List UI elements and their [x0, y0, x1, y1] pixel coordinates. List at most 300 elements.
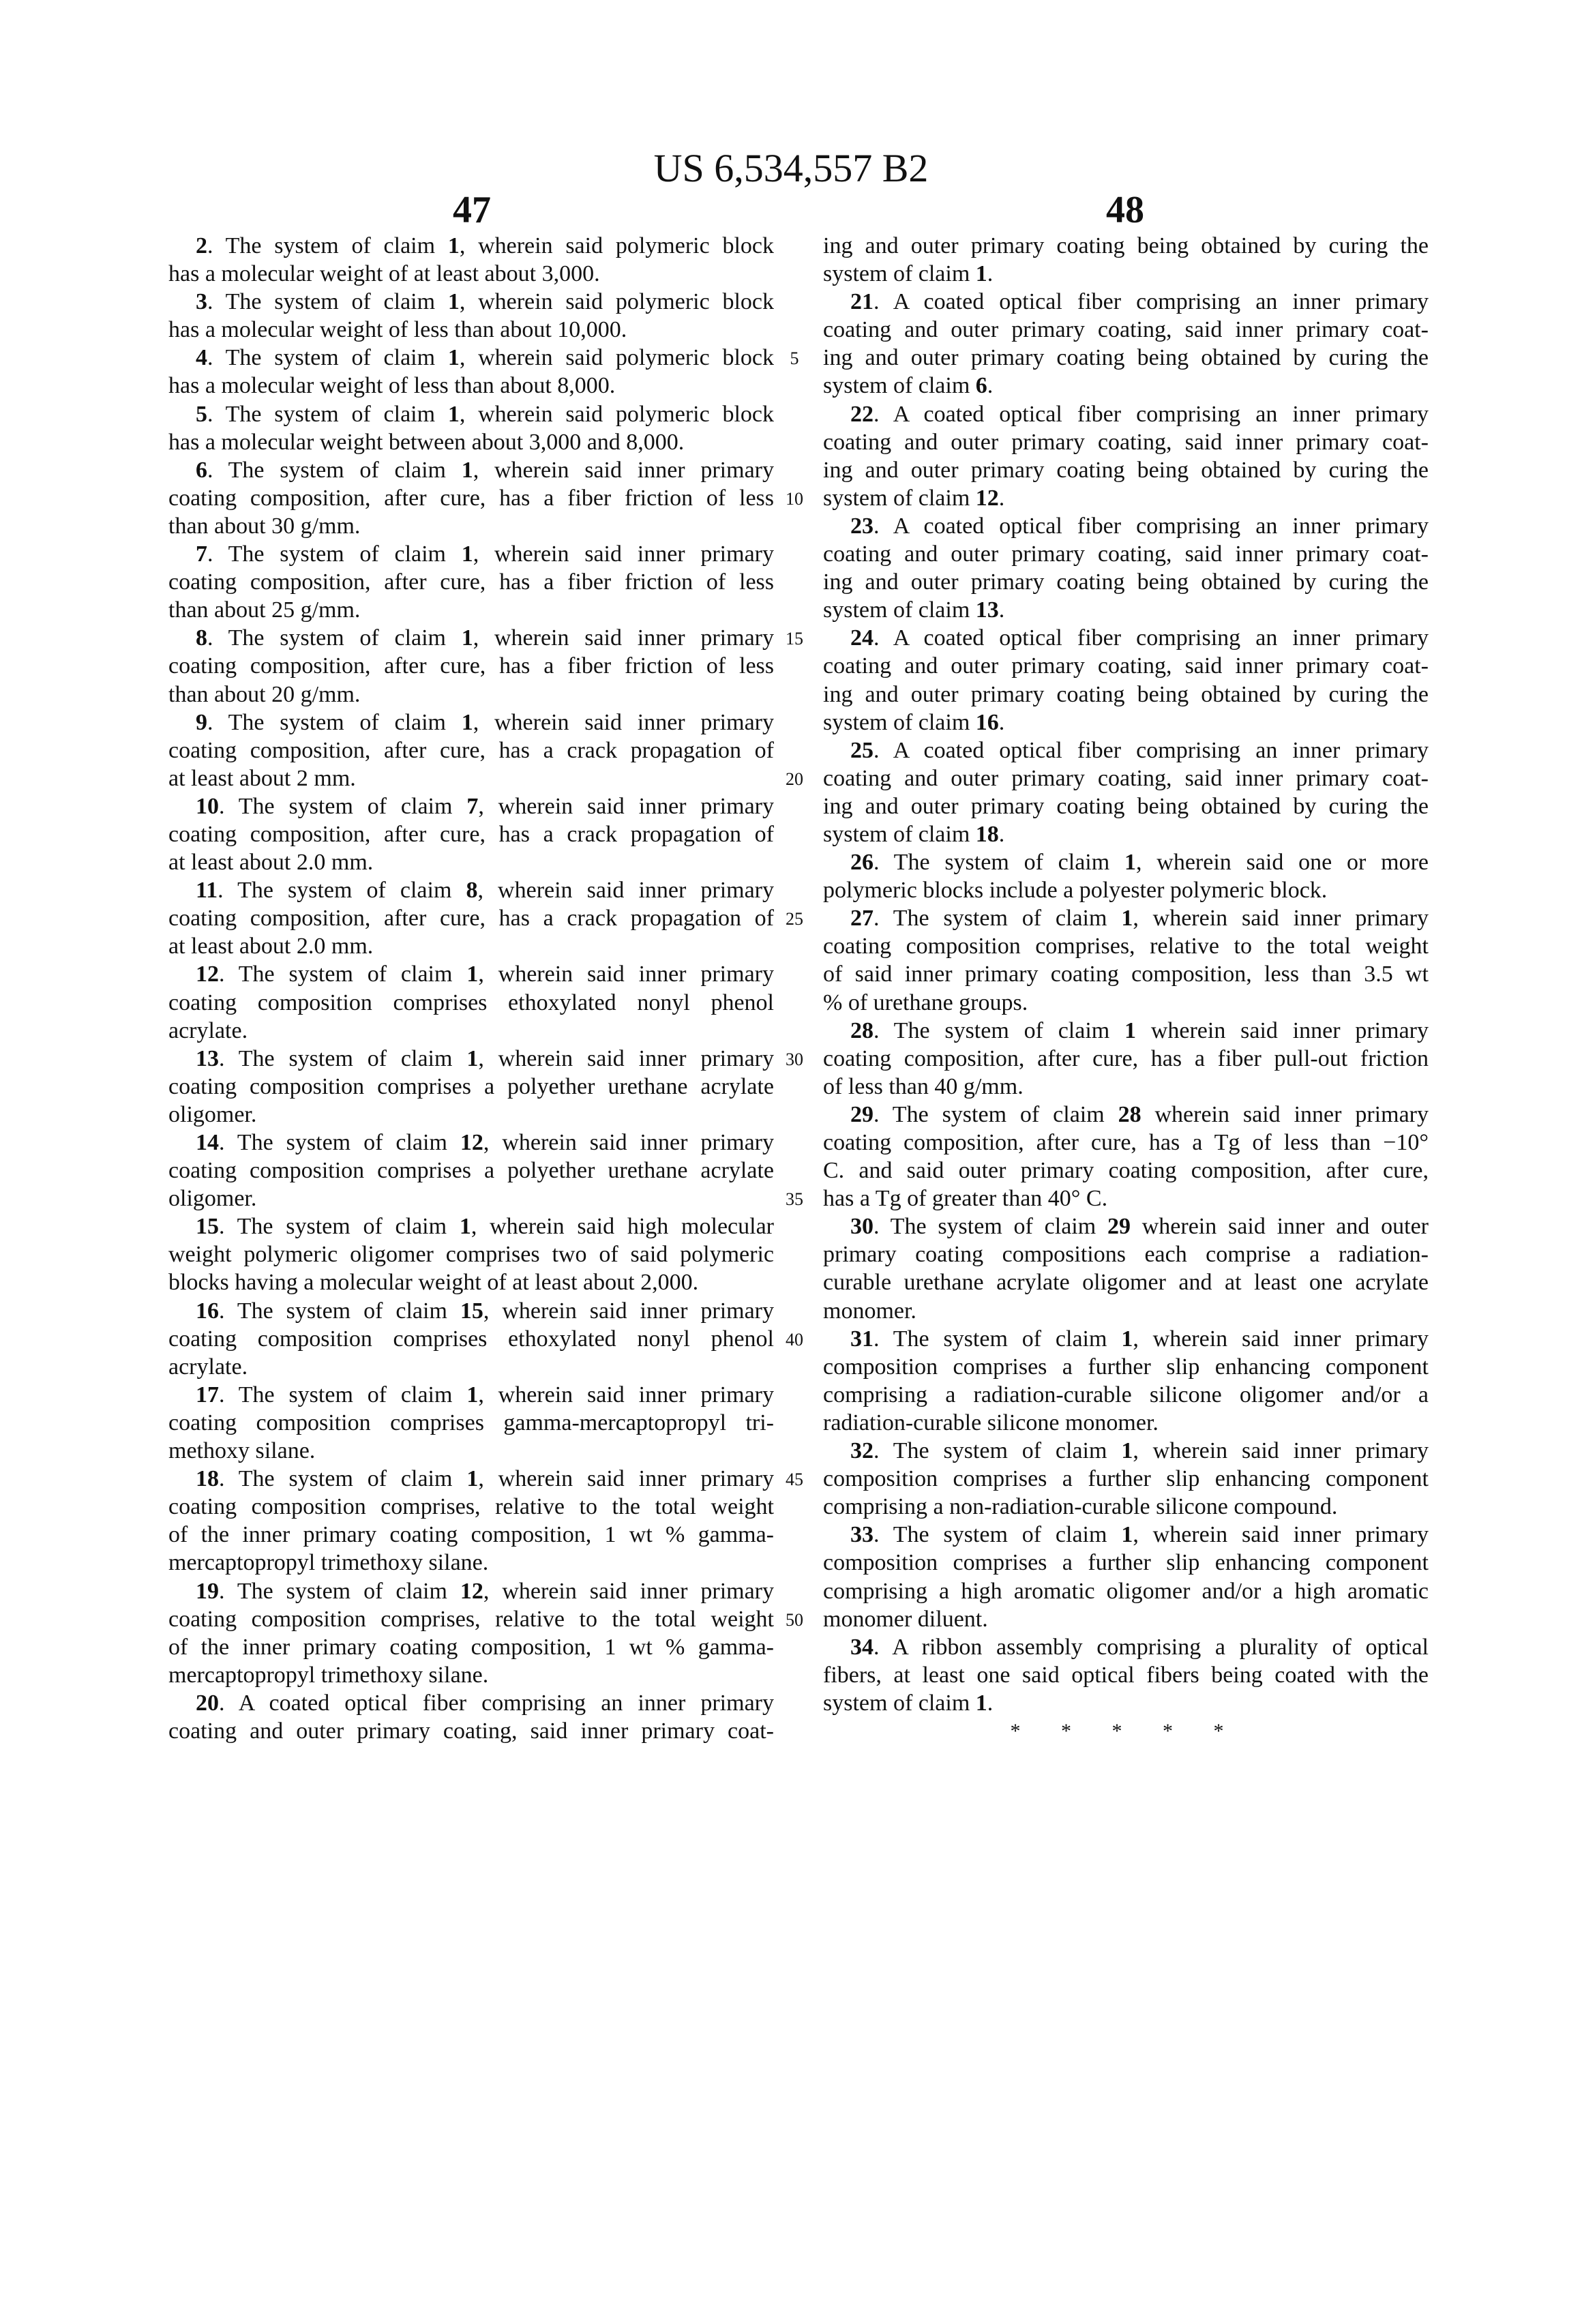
claim-reference: 1 [976, 1690, 987, 1716]
claim-reference: 1 [466, 1382, 478, 1407]
text-segment: acrylate. [168, 1354, 248, 1380]
text-segment: , wherein said polymeric block [460, 402, 774, 427]
text-segment: primary coating compositions each comprise a radiation- [823, 1242, 1429, 1267]
line-number: 45 [777, 1465, 811, 1493]
line-number: 20 [777, 764, 811, 792]
claim-reference: 1 [466, 1466, 478, 1491]
line-number: 5 [777, 344, 811, 372]
text-line [823, 764, 1429, 792]
text-segment: at least about 2 mm. [168, 766, 356, 791]
text-segment: mercaptopropyl trimethoxy silane. [168, 1663, 488, 1688]
claim-paragraph [168, 1045, 774, 1129]
claim-paragraph [823, 400, 1429, 512]
claim-paragraph [823, 232, 1429, 288]
text-segment: . A coated optical fiber comprising an inner primary [874, 289, 1429, 314]
text-segment: coating and outer primary coating, said inner primary coat- [823, 653, 1429, 679]
patent-number: US 6,534,557 B2 [0, 145, 1582, 192]
text-segment: . The system of claim [874, 1522, 1121, 1547]
text-line [168, 1353, 774, 1381]
text-line [823, 1017, 1429, 1045]
claim-reference: 8 [466, 878, 477, 903]
text-line [823, 428, 1429, 456]
claim-number: 16 [196, 1298, 219, 1324]
text-line [823, 1212, 1429, 1240]
text-segment: coating composition, after cure, has a fiber pull-out friction [823, 1046, 1429, 1071]
text-segment: , wherein said inner primary [477, 878, 774, 903]
text-segment: system of claim [823, 373, 976, 398]
claim-reference: 1 [462, 710, 473, 735]
text-segment: . The system of claim [207, 233, 448, 258]
text-segment: coating composition comprises a polyether urethane acrylate [168, 1158, 774, 1183]
text-segment: monomer diluent. [823, 1607, 988, 1632]
text-segment: coating composition comprises, relative to the total weight [168, 1607, 774, 1632]
text-segment: composition comprises a further slip enhancing component [823, 1550, 1429, 1575]
text-segment: . [987, 373, 994, 398]
text-line [168, 1017, 774, 1045]
claim-paragraph [168, 960, 774, 1044]
line-number: 25 [777, 904, 811, 932]
claim-number: 10 [196, 794, 219, 819]
text-line [823, 456, 1429, 484]
line-number: 40 [777, 1325, 811, 1353]
claim-number: 13 [196, 1046, 219, 1071]
text-line [168, 709, 774, 736]
text-line [823, 344, 1429, 372]
claim-reference: 12 [460, 1579, 483, 1604]
claim-reference: 15 [460, 1298, 483, 1324]
text-segment: coating and outer primary coating, said inner primary coat- [823, 317, 1429, 342]
claim-number: 31 [850, 1326, 874, 1352]
text-segment: has a molecular weight of less than about 10,000. [168, 317, 627, 342]
claim-reference: 1 [460, 1214, 471, 1239]
text-line [168, 1577, 774, 1605]
text-line [823, 568, 1429, 596]
text-segment: has a Tg of greater than 40° C. [823, 1186, 1107, 1211]
claim-reference: 1 [1124, 1018, 1136, 1043]
text-segment: . [999, 710, 1005, 735]
text-line [168, 1381, 774, 1409]
claim-paragraph [823, 1521, 1429, 1633]
text-segment: coating composition comprises a polyether urethane acrylate [168, 1074, 774, 1099]
claim-paragraph [168, 1689, 774, 1745]
text-segment: coating and outer primary coating, said inner primary coat- [823, 541, 1429, 567]
text-line [168, 989, 774, 1017]
claim-reference: 13 [976, 597, 999, 623]
claim-reference: 1 [448, 402, 460, 427]
claim-number: 21 [850, 289, 874, 314]
text-line [168, 1129, 774, 1157]
claim-paragraph [168, 1212, 774, 1296]
text-segment: system of claim [823, 597, 976, 623]
claim-number: 15 [196, 1214, 219, 1239]
text-segment: . The system of claim [218, 878, 466, 903]
text-segment: coating composition, after cure, has a Tg of less than −10° [823, 1130, 1429, 1155]
text-segment: . [999, 597, 1005, 623]
text-line [168, 316, 774, 344]
claim-number: 17 [196, 1382, 219, 1407]
claim-paragraph [168, 1577, 774, 1689]
claim-paragraph [168, 1381, 774, 1465]
text-line [168, 736, 774, 764]
text-segment: of the inner primary coating composition, 1 wt % gamma- [168, 1522, 774, 1547]
text-segment: of the inner primary coating composition, 1 wt % gamma- [168, 1635, 774, 1660]
text-line [823, 1045, 1429, 1073]
text-segment: system of claim [823, 1690, 976, 1716]
text-segment: coating composition comprises gamma-mercaptopropyl tri- [168, 1410, 774, 1435]
text-segment: . The system of claim [874, 1214, 1107, 1239]
claim-reference: 1 [466, 1046, 478, 1071]
text-segment: , wherein said inner primary [478, 1382, 774, 1407]
text-line [168, 400, 774, 428]
claim-paragraph [823, 1437, 1429, 1521]
text-segment: , wherein said inner primary [473, 541, 774, 567]
text-line [168, 1437, 774, 1465]
text-segment: than about 30 g/mm. [168, 513, 360, 539]
text-line [168, 681, 774, 709]
text-line [168, 904, 774, 932]
text-segment: , wherein said inner primary [478, 962, 774, 987]
claim-number: 3 [196, 289, 207, 314]
text-line [823, 792, 1429, 820]
claim-number: 29 [850, 1102, 874, 1127]
claim-reference: 1 [448, 289, 460, 314]
text-segment: fibers, at least one said optical fibers being coated with the [823, 1663, 1429, 1688]
claim-reference: 1 [462, 541, 473, 567]
line-number: 15 [777, 624, 811, 652]
text-line [168, 1073, 774, 1101]
text-line [823, 1129, 1429, 1157]
text-segment: ing and outer primary coating being obtained by curing the [823, 569, 1429, 595]
text-segment: , wherein said high molecular [471, 1214, 774, 1239]
text-segment: polymeric blocks include a polyester polymeric block. [823, 878, 1327, 903]
text-line [823, 1268, 1429, 1296]
claim-paragraph [823, 624, 1429, 736]
text-segment: wherein said inner primary [1136, 1018, 1429, 1043]
text-line [823, 288, 1429, 316]
claim-paragraph [168, 792, 774, 876]
text-segment: coating composition, after cure, has a fiber friction of less [168, 486, 774, 511]
text-line [823, 681, 1429, 709]
text-line [168, 484, 774, 512]
text-segment: . [999, 486, 1005, 511]
text-segment: . [987, 261, 994, 286]
claim-paragraph [168, 1297, 774, 1381]
claim-number: 26 [850, 850, 874, 875]
line-number: 10 [777, 484, 811, 512]
left-column [168, 232, 774, 1745]
text-line [168, 1185, 774, 1212]
claim-reference: 1 [976, 261, 987, 286]
claim-paragraph [823, 904, 1429, 1016]
text-segment: . The system of claim [207, 458, 462, 483]
claim-number: 25 [850, 738, 874, 763]
text-line [168, 1661, 774, 1689]
text-segment: has a molecular weight between about 3,000 and 8,000. [168, 430, 684, 455]
text-segment: weight polymeric oligomer comprises two of said polymeric [168, 1242, 774, 1267]
text-segment: comprising a high aromatic oligomer and/or a high aromatic [823, 1579, 1429, 1604]
text-line [168, 596, 774, 624]
text-line [823, 1661, 1429, 1689]
text-segment: . The system of claim [219, 962, 466, 987]
line-number: 30 [777, 1045, 811, 1073]
text-line [823, 709, 1429, 736]
text-segment: . The system of claim [219, 1130, 460, 1155]
text-line [823, 820, 1429, 848]
claim-reference: 1 [1121, 906, 1133, 931]
text-line [168, 876, 774, 904]
text-line [168, 1409, 774, 1437]
text-line [823, 989, 1429, 1017]
text-line [823, 1465, 1429, 1493]
text-line [823, 1157, 1429, 1185]
text-line [823, 1521, 1429, 1549]
text-line [823, 1409, 1429, 1437]
claim-number: 20 [196, 1690, 219, 1716]
text-line [823, 316, 1429, 344]
text-line [823, 1493, 1429, 1521]
text-segment: comprising a radiation-curable silicone oligomer and/or a [823, 1382, 1429, 1407]
text-segment: acrylate. [168, 1018, 248, 1043]
text-segment: . A coated optical fiber comprising an inner primary [219, 1690, 774, 1716]
claim-number: 24 [850, 625, 874, 651]
text-segment: . The system of claim [219, 1579, 460, 1604]
text-line [168, 372, 774, 400]
claim-paragraph [168, 344, 774, 400]
text-segment: . The system of claim [207, 710, 462, 735]
text-line [823, 372, 1429, 400]
claim-paragraph [168, 1465, 774, 1577]
text-line [823, 1297, 1429, 1325]
text-line [823, 596, 1429, 624]
claim-reference: 1 [1121, 1326, 1133, 1352]
text-segment: . The system of claim [219, 1046, 466, 1071]
text-segment: coating composition comprises ethoxylated nonyl phenol [168, 1326, 774, 1352]
text-segment: , wherein said inner primary [478, 1466, 774, 1491]
claim-paragraph [168, 709, 774, 792]
text-segment: monomer. [823, 1298, 916, 1324]
text-line [823, 904, 1429, 932]
text-line [168, 1549, 774, 1577]
text-line [823, 540, 1429, 568]
text-segment: . The system of claim [219, 1214, 460, 1239]
text-segment: system of claim [823, 261, 976, 286]
text-segment: , wherein said inner primary [483, 1130, 774, 1155]
claim-reference: 12 [460, 1130, 483, 1155]
claim-number: 4 [196, 345, 207, 370]
text-segment: coating composition, after cure, has a fiber friction of less [168, 653, 774, 679]
text-line [168, 652, 774, 680]
text-segment: . The system of claim [874, 906, 1121, 931]
claim-paragraph [823, 1212, 1429, 1324]
text-segment: coating composition, after cure, has a crack propagation of [168, 738, 774, 763]
claim-reference: 6 [976, 373, 987, 398]
text-segment: , wherein said inner primary [1133, 1326, 1429, 1352]
end-of-document-mark: * * * * * [823, 1720, 1429, 1743]
claim-paragraph [823, 288, 1429, 400]
text-line [168, 1633, 774, 1661]
text-line [168, 1465, 774, 1493]
text-segment: coating composition comprises ethoxylated nonyl phenol [168, 990, 774, 1015]
claim-number: 7 [196, 541, 207, 567]
text-segment: . The system of claim [874, 1326, 1121, 1352]
claim-paragraph [168, 876, 774, 960]
claim-reference: 1 [466, 962, 478, 987]
claim-number: 2 [196, 233, 207, 258]
claim-number: 18 [196, 1466, 219, 1491]
claim-reference: 18 [976, 822, 999, 847]
text-line [168, 1605, 774, 1633]
text-line [168, 568, 774, 596]
text-line [823, 652, 1429, 680]
text-segment: coating and outer primary coating, said inner primary coat- [823, 766, 1429, 791]
text-line [823, 1353, 1429, 1381]
text-segment: composition comprises a further slip enhancing component [823, 1466, 1429, 1491]
text-line [168, 820, 774, 848]
text-line [823, 1633, 1429, 1661]
text-line [823, 932, 1429, 960]
text-segment: coating and outer primary coating, said inner primary coat- [823, 430, 1429, 455]
text-segment: ing and outer primary coating being obtained by curing the [823, 233, 1429, 258]
claim-reference: 1 [448, 345, 460, 370]
text-segment: at least about 2.0 mm. [168, 850, 373, 875]
text-segment: coating composition, after cure, has a crack propagation of [168, 906, 774, 931]
text-line [168, 1297, 774, 1325]
text-segment: comprising a non-radiation-curable silicone compound. [823, 1494, 1337, 1519]
text-line [823, 484, 1429, 512]
text-segment: , wherein said inner primary [473, 458, 774, 483]
text-line [823, 1549, 1429, 1577]
text-segment: , wherein said polymeric block [460, 345, 774, 370]
text-segment: , wherein said one or more [1136, 850, 1429, 875]
claim-number: 27 [850, 906, 874, 931]
text-line [168, 932, 774, 960]
text-line [168, 1493, 774, 1521]
text-line [823, 848, 1429, 876]
text-segment: . A coated optical fiber comprising an inner primary [874, 513, 1429, 539]
text-line [168, 1689, 774, 1717]
claim-number: 28 [850, 1018, 874, 1043]
text-segment: curable urethane acrylate oligomer and at least one acrylate [823, 1270, 1429, 1295]
text-line [168, 1240, 774, 1268]
text-line [823, 1240, 1429, 1268]
text-segment: coating composition, after cure, has a fiber friction of less [168, 569, 774, 595]
text-line [823, 1577, 1429, 1605]
text-line [823, 260, 1429, 288]
text-segment: coating composition, after cure, has a crack propagation of [168, 822, 774, 847]
claim-number: 5 [196, 402, 207, 427]
text-line [168, 540, 774, 568]
right-page-number: 48 [1057, 188, 1193, 232]
text-segment: system of claim [823, 710, 976, 735]
text-segment: . A ribbon assembly comprising a plurality of optical [874, 1635, 1429, 1660]
text-line [823, 1101, 1429, 1129]
claim-paragraph [823, 848, 1429, 904]
text-line [168, 1268, 774, 1296]
text-line [168, 624, 774, 652]
left-page-number: 47 [404, 188, 540, 232]
text-line [168, 1157, 774, 1185]
text-line [823, 400, 1429, 428]
text-segment: , wherein said inner primary [478, 794, 774, 819]
line-number: 35 [777, 1185, 811, 1212]
text-line [823, 1605, 1429, 1633]
text-line [823, 624, 1429, 652]
text-line [168, 1212, 774, 1240]
text-segment: radiation-curable silicone monomer. [823, 1410, 1159, 1435]
claim-reference: 1 [462, 625, 473, 651]
claim-reference: 16 [976, 710, 999, 735]
text-line [168, 260, 774, 288]
text-segment: . [987, 1690, 994, 1716]
text-segment: coating composition comprises, relative to the total weight [823, 934, 1429, 959]
text-segment: . The system of claim [219, 794, 466, 819]
text-line [168, 344, 774, 372]
text-segment: than about 20 g/mm. [168, 682, 360, 707]
text-line [823, 232, 1429, 260]
claim-number: 30 [850, 1214, 874, 1239]
text-line [168, 792, 774, 820]
claim-number: 23 [850, 513, 874, 539]
text-segment: . The system of claim [207, 402, 448, 427]
text-segment: wherein said inner primary [1141, 1102, 1429, 1127]
text-segment: ing and outer primary coating being obtained by curing the [823, 682, 1429, 707]
text-line [823, 960, 1429, 988]
claim-paragraph [168, 624, 774, 708]
text-line [168, 1717, 774, 1745]
claim-reference: 1 [448, 233, 460, 258]
text-segment: coating composition comprises, relative to the total weight [168, 1494, 774, 1519]
text-segment: , wherein said inner primary [473, 625, 774, 651]
claim-number: 19 [196, 1579, 219, 1604]
text-segment: ing and outer primary coating being obtained by curing the [823, 794, 1429, 819]
claim-paragraph [823, 1633, 1429, 1717]
text-line [168, 764, 774, 792]
text-segment: than about 25 g/mm. [168, 597, 360, 623]
text-segment: of less than 40 g/mm. [823, 1074, 1024, 1099]
text-segment: system of claim [823, 486, 976, 511]
text-segment: has a molecular weight of less than about 8,000. [168, 373, 615, 398]
text-line [823, 1437, 1429, 1465]
claim-paragraph [823, 1325, 1429, 1437]
text-segment: . The system of claim [874, 1102, 1118, 1127]
claim-number: 33 [850, 1522, 874, 1547]
claim-reference: 7 [466, 794, 478, 819]
text-line [823, 1689, 1429, 1717]
text-segment: , wherein said inner primary [483, 1579, 774, 1604]
claim-reference: 28 [1118, 1102, 1141, 1127]
text-segment: oligomer. [168, 1102, 256, 1127]
claim-reference: 1 [462, 458, 473, 483]
claim-paragraph [168, 540, 774, 624]
text-segment: of said inner primary coating composition, less than 3.5 wt [823, 962, 1429, 987]
text-segment: . The system of claim [874, 850, 1124, 875]
text-segment: . A coated optical fiber comprising an inner primary [874, 625, 1429, 651]
claim-paragraph [168, 288, 774, 344]
text-segment: . The system of claim [207, 345, 448, 370]
text-segment: % of urethane groups. [823, 990, 1028, 1015]
text-segment: . The system of claim [874, 1018, 1124, 1043]
text-line [823, 736, 1429, 764]
claim-reference: 1 [1124, 850, 1136, 875]
claim-reference: 1 [1121, 1438, 1133, 1463]
text-segment: methoxy silane. [168, 1438, 315, 1463]
text-segment: oligomer. [168, 1186, 256, 1211]
text-segment: ing and outer primary coating being obtained by curing the [823, 458, 1429, 483]
text-segment: composition comprises a further slip enhancing component [823, 1354, 1429, 1380]
text-segment: . [999, 822, 1005, 847]
claim-paragraph [168, 400, 774, 456]
text-segment: blocks having a molecular weight of at least about 2,000. [168, 1270, 698, 1295]
